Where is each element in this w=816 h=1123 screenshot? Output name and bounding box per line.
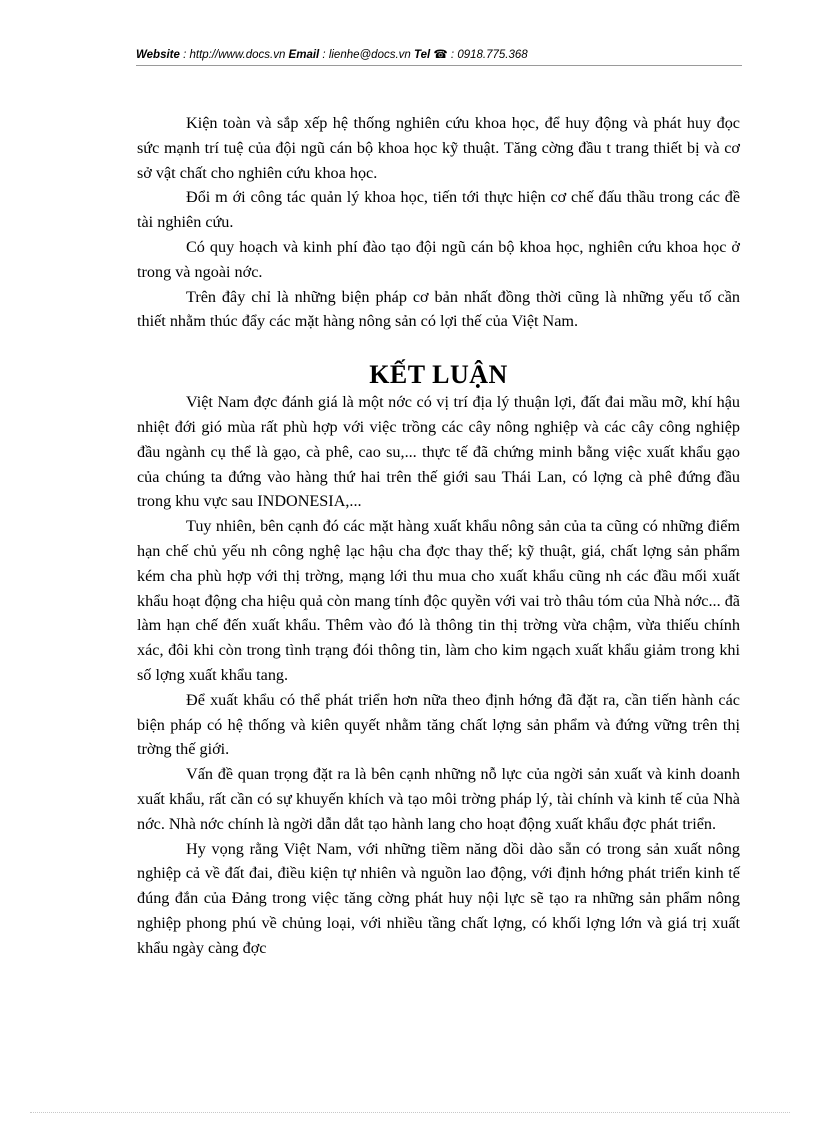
page-header <box>136 47 742 66</box>
intro-paragraph: Trên đây chỉ là những biện pháp cơ bản nhất đồng thời cũng là những yếu tố cần thiết nhằm thúc đẩy các mặt hàng nông sản có lợi thế của Việt Nam. <box>137 287 740 331</box>
conclusion-paragraph: Tuy nhiên, bên cạnh đó các mặt hàng xuất khẩu nông sản của ta cũng có những điểm hạn chế chủ yếu nh công nghệ lạc hậu cha đợc thay thế; kỹ thuật, giá, chất lợng sản phẩm kém cha phù hợp với thị trờng, mạng lới thu mua cho xuất khẩu cũng nh các đầu mối xuất khẩu hoạt động cha hiệu quả còn mang tính độc quyền với vai trò thâu tóm của Nhà nớc... đã làm hạn chế đến xuất khẩu. Thêm vào đó là thông tin thị trờng vừa chậm, vừa thiếu chính xác, đôi khi còn trong tình trạng đói thông tin, làm cho kim ngạch xuất khẩu giảm trong khi số lợng xuất khẩu tang. <box>137 517 740 684</box>
tel-value: ☎ : 0918.775.368 <box>430 49 528 61</box>
email-value: : lienhe@docs.vn <box>319 49 415 61</box>
website-value: : http://www.docs.vn <box>179 49 289 61</box>
conclusion-paragraph: Hy vọng rằng Việt Nam, với những tiềm năng dồi dào sẵn có trong sản xuất nông nghiệp cả về đất đai, điều kiện tự nhiên và nguồn lao động, với định hớng phát triển kinh tế đúng đắn của Đảng trong việc tăng cờng phát huy nội lực sẽ tạo ra những sản phẩm nông nghiệp phong phú về chủng loại, với nhiều tầng chất lợng, có khối lợng lớn và giá trị xuất khẩu ngày càng đợc <box>137 839 740 957</box>
conclusion-paragraph: Để xuất khẩu có thể phát triển hơn nữa theo định hớng đã đặt ra, cần tiến hành các biện pháp có hệ thống và kiên quyết nhằm tăng chất lợng sản phẩm và đứng vững trên thị trờng thế giới. <box>137 690 740 759</box>
footer-divider <box>30 1112 790 1113</box>
email-label: Email <box>288 49 320 61</box>
intro-paragraph: Có quy hoạch và kinh phí đào tạo đội ngũ cán bộ khoa học, nghiên cứu khoa học ở trong và ngoài nớc. <box>137 237 740 281</box>
conclusion-paragraph: Việt Nam đợc đánh giá là một nớc có vị trí địa lý thuận lợi, đất đai mầu mỡ, khí hậu nhiệt đới gió mùa rất phù hợp với việc trồng các cây nông nghiệp và các cây công nghiệp đầu ngành cụ thể là gạo, cà phê, cao su,... thực tế đã chứng minh bằng việc xuất khẩu gạo của chúng ta đứng vào hàng thứ hai trên thế giới sau Thái Lan, có lợng cà phê đứng đầu trong khu vực sau INDONESIA,... <box>137 393 740 511</box>
tel-label: Tel <box>414 49 431 61</box>
intro-paragraph: Kiện toàn và sắp xếp hệ thống nghiên cứu khoa học, để huy động và phát huy đọc sức mạnh trí tuệ của đội ngũ cán bộ khoa học kỹ thuật. Tăng cờng đầu t trang thiết bị và cơ sở vật chất cho nghiên cứu khoa học. <box>137 114 740 182</box>
conclusion-title: KẾT LUẬN <box>369 360 508 390</box>
conclusion-paragraph: Vấn đề quan trọng đặt ra là bên cạnh những nỗ lực của ngời sản xuất và kinh doanh xuất khẩu, rất cần có sự khuyến khích và tạo môi trờng pháp lý, tài chính và kinh tế của Nhà nớc. Nhà nớc chính là ngời dẫn dắt tạo hành lang cho hoạt động xuất khẩu đợc phát triển. <box>137 765 740 833</box>
intro-paragraph: Đổi m ới công tác quản lý khoa học, tiến tới thực hiện cơ chế đấu thầu trong các đề tài nghiên cứu. <box>137 188 740 232</box>
document-body <box>137 111 740 961</box>
website-label: Website <box>136 49 180 61</box>
